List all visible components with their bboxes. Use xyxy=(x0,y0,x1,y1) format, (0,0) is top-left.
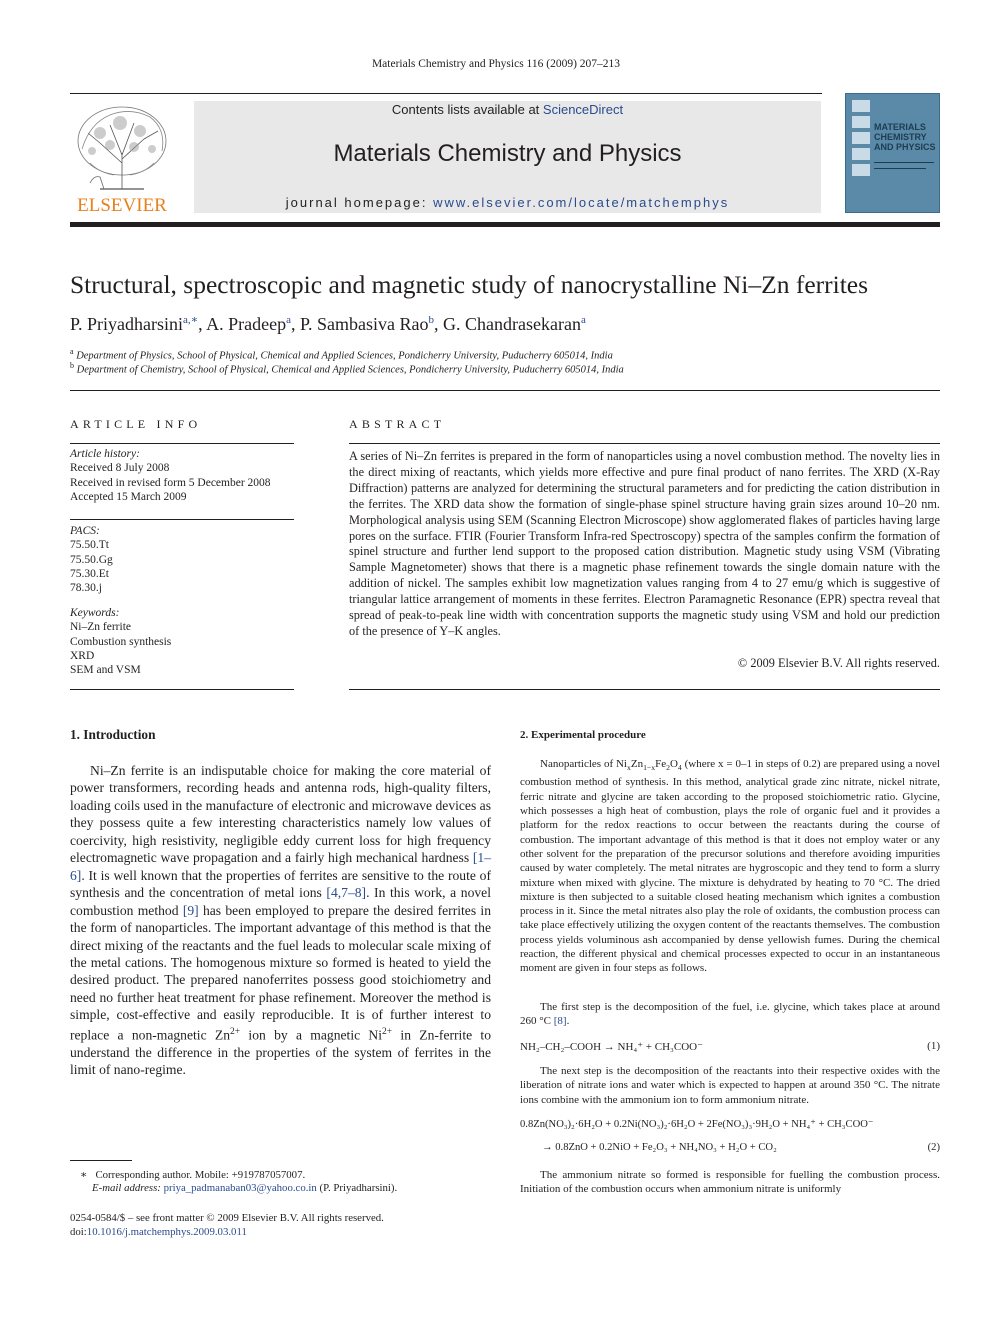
divider xyxy=(70,519,294,520)
divider xyxy=(70,390,940,391)
keyword: Combustion synthesis xyxy=(70,635,172,648)
history-revised: Received in revised form 5 December 2008 xyxy=(70,476,271,489)
doi-line: doi:10.1016/j.matchemphys.2009.03.011 xyxy=(70,1226,247,1238)
divider xyxy=(349,689,940,690)
doi-link[interactable]: 10.1016/j.matchemphys.2009.03.011 xyxy=(86,1226,247,1238)
cover-title: MATERIALS CHEMISTRY AND PHYSICS xyxy=(874,122,936,152)
homepage-link[interactable]: www.elsevier.com/locate/matchemphys xyxy=(433,195,730,210)
experimental-paragraph-3: The next step is the decomposition of the reactants into their respective oxides with the liberation of nitrate ions and water which is expected to happen at around 350 °C. The nitrate ions combine with the ammonium ion to form ammonium nitrate. xyxy=(520,1065,940,1106)
history-label: Article history: xyxy=(70,448,140,460)
author-name: G. Chandrasekaran xyxy=(443,314,581,334)
keywords-label: Keywords: xyxy=(70,607,120,619)
article-info-heading: ARTICLE INFO xyxy=(70,417,202,431)
experimental-heading: 2. Experimental procedure xyxy=(520,729,646,741)
experimental-paragraph-1: Nanoparticles of $Ni_xZn_{1-x}Fe_2O_4$ (where x = 0–1 in steps of 0.2) are prepared using a novel combustion method of synthesis. In this method, analytical grade zinc nitrate, nickel nitrate, ferric nitrate and glycine are taken according to the proposed stoichiometric ratio. Glycine, which possesses a high heat of combustion, plays the role of organic fuel and it provides a platform for the redox reactions to occur between the reactants during the course of combustion. The important advantage of this method is that it does not employ water or any other solvent for the preparation of the precursor solutions and therefore avoiding impurities caused by water completely. The metal nitrates are hygroscopic and they tend to form a slurry mixture when mixed with glycine. The mixture is dehydrated by heating to 70 °C. The dried mixture is then subjected to a suitable closed heating mechanism which ignites a combustion process in it. Since the metal nitrates also play the role of oxidants, the combustion process can take place effectively utilizing the oxygen content of the reactants themselves. The combustion process yields voluminous ash accompanied by dense yellowish fumes. During the chemical reaction, the different physical and chemical processes expected to occur in an instantaneous moment are given in four steps as follows. xyxy=(520,758,941,975)
citation-link[interactable]: [4,7–8] xyxy=(326,885,367,901)
author-mark[interactable]: b xyxy=(428,314,435,326)
experimental-paragraph-2: The first step is the decomposition of the fuel, i.e. glycine, which takes place at around 260 °C [8]. xyxy=(520,1001,940,1028)
pacs-label: PACS: xyxy=(70,525,100,537)
divider xyxy=(349,443,940,444)
equation-number: (1) xyxy=(927,1040,940,1052)
intro-paragraph: Ni–Zn ferrite is an indisputable choice for making the core material of power transformers, recording heads and antenna rods, high-quality filters, loading coils used in the manufacture of electronic and microwave devices as they possess quite a few interesting characteristics namely low values of coercivity, high resistivity, negligible eddy current loss for high frequency electromagnetic wave propagation and a fairly high mechanical hardness [1–6]. It is well known that the properties of ferrites are sensitive to the route of synthesis and the concentration of metal ions [4,7–8]. In this work, a novel combustion method [9] has been employed to prepare the desired ferrites in the form of nanoparticles. The important advantage of this method is that the direct mixing of the reactants and the fuel leads to molecular scale mixing of the metal cations. The homogenous mixture so formed is heated to yield the desired product. The prepared nanoferrites possess good stoichiometry and need no further heat treatment for phase refinement. Moreover the method is simple, cost-effective and easily reproducible. It is of further interest to replace a non-magnetic $Zn^{2+}$ ion by a magnetic $Ni^{2+}$ in Zn-ferrite to understand the difference in the properties of the system of ferrites in the limit of nano-regime. xyxy=(70,763,492,1078)
homepage-label: journal homepage: xyxy=(285,195,434,210)
email-link[interactable]: priya_padmanaban03@yahoo.co.in xyxy=(163,1182,317,1194)
author-name: P. Priyadharsini xyxy=(70,314,184,334)
author-mark[interactable]: a,∗ xyxy=(183,314,199,326)
email-note: E-mail address: priya_padmanaban03@yahoo.co.in (P. Priyadharsini). xyxy=(92,1182,398,1194)
journal-cover-thumbnail xyxy=(845,93,940,213)
elsevier-wordmark: ELSEVIER xyxy=(77,195,167,213)
elsevier-tree-icon xyxy=(70,103,174,213)
abstract-heading: ABSTRACT xyxy=(349,417,446,431)
pacs-code: 75.30.Et xyxy=(70,567,109,580)
cover-tiles xyxy=(852,100,870,200)
journal-name: Materials Chemistry and Physics xyxy=(333,140,682,167)
equation-2-line-2: → 0.8ZnO + 0.2NiO + Fe₂O₃ + NH₄NO₃ + H₂O + CO₂ (2) xyxy=(542,1142,940,1153)
abstract-text: A series of Ni–Zn ferrites is prepared in the form of nanoparticles using a novel combustion method. The novelty lies in the direct mixing of reactants, which yields more effective and pure final product of nano ferrites. The XRD (X-Ray Diffraction) patterns are analyzed for determining the structural parameters and for predicting the cation distribution in the ferrites. The XRD data show the formation of single-phase spinel structure having grain sizes around 10–20 nm. Morphological analysis using SEM (Scanning Electron Microscope) show agglomerated flakes of particles having large pores on the surface. FTIR (Fourier Transform Infra-red Spectroscopy) spectra of the samples confirm the formation of spinel structure and further lend support to the proposed cation distribution. Magnetic study using VSM (Vibrating Sample Magnetometer) shows that there is a magnetic phase refinement towards the single domain nature with the addition of nickel. The samples exhibit low magnetization values ranging from 4 to 27 emu/g which is suggestive of triangular lattice arrangement of moments in these ferrites. Electron Paramagnetic Resonance (EPR) spectra reveal that spread of peak-to-peak line width with concentration supports the magnetic study using VSM and hold our prediction of the presence of Y–K angles. xyxy=(349,449,940,638)
article-history xyxy=(70,447,294,504)
affiliation-a: $^a$ Department of Physics, School of Physical, Chemical and Applied Sciences, Pondicherry University, Puducherry 605014, India xyxy=(70,347,613,362)
author-name: A. Pradeep xyxy=(206,314,287,334)
pacs-code: 78.30.j xyxy=(70,582,102,595)
equation-number: (2) xyxy=(927,1142,940,1153)
corresponding-author-note: ∗ Corresponding author. Mobile: +919787057007. xyxy=(80,1169,306,1181)
sciencedirect-link[interactable]: ScienceDirect xyxy=(542,102,624,117)
pacs-list xyxy=(70,524,294,595)
history-received: Received 8 July 2008 xyxy=(70,462,170,475)
experimental-paragraph-4: The ammonium nitrate so formed is responsible for fuelling the combustion process. Initiation of the combustion occurs when ammonium nitrate is uniformly xyxy=(520,1169,940,1196)
intro-heading: 1. Introduction xyxy=(70,727,156,742)
keywords-list xyxy=(70,606,294,677)
affiliation-b: $^b$ Department of Chemistry, School of Physical, Chemical and Applied Sciences, Pondicherry University, Puducherry 605014, India xyxy=(70,361,624,376)
pacs-code: 75.50.Tt xyxy=(70,539,109,552)
equation-2-line-1: 0.8Zn(NO₃)₂·6H₂O + 0.2Ni(NO₃)₂·6H₂O + 2Fe(NO₃)₃·9H₂O + NH₄⁺ + CH₃COO⁻ xyxy=(520,1119,874,1130)
citation-link[interactable]: [1–6] xyxy=(70,850,491,883)
citation-link[interactable]: [8] xyxy=(553,1015,567,1028)
equation-1: NH₂–CH₂–COOH → NH₄⁺ + CH₃COO⁻ (1) xyxy=(520,1040,940,1053)
keyword: XRD xyxy=(70,649,95,662)
contents-line xyxy=(194,102,821,117)
citation-link[interactable]: [9] xyxy=(182,902,199,918)
contents-prefix: Contents lists available at xyxy=(391,102,543,117)
author-mark[interactable]: a xyxy=(286,314,292,326)
keyword: SEM and VSM xyxy=(70,664,141,677)
author-name: P. Sambasiva Rao xyxy=(300,314,429,334)
article-title: Structural, spectroscopic and magnetic study of nanocrystalline Ni–Zn ferrites xyxy=(70,270,869,299)
abstract-copyright: © 2009 Elsevier B.V. All rights reserved. xyxy=(737,656,940,670)
header-rule xyxy=(70,93,822,94)
footnote-rule xyxy=(70,1160,132,1161)
issn-line: 0254-0584/$ – see front matter © 2009 Elsevier B.V. All rights reserved. xyxy=(70,1212,384,1224)
elsevier-logo xyxy=(70,103,174,213)
keyword: Ni–Zn ferrite xyxy=(70,621,131,634)
journal-homepage xyxy=(194,195,821,210)
masthead-rule xyxy=(70,222,940,227)
divider xyxy=(70,689,294,690)
author-mark[interactable]: a xyxy=(580,314,586,326)
divider xyxy=(70,443,294,444)
author-list: P. Priyadharsini$^{a,∗}$, A. Pradeep$^a$, P. Sambasiva Rao$^b$, G. Chandrasekaran$^a$ xyxy=(70,314,586,334)
history-accepted: Accepted 15 March 2009 xyxy=(70,490,187,503)
pacs-code: 75.50.Gg xyxy=(70,553,113,566)
running-header: Materials Chemistry and Physics 116 (2009) 207–213 xyxy=(371,58,621,70)
